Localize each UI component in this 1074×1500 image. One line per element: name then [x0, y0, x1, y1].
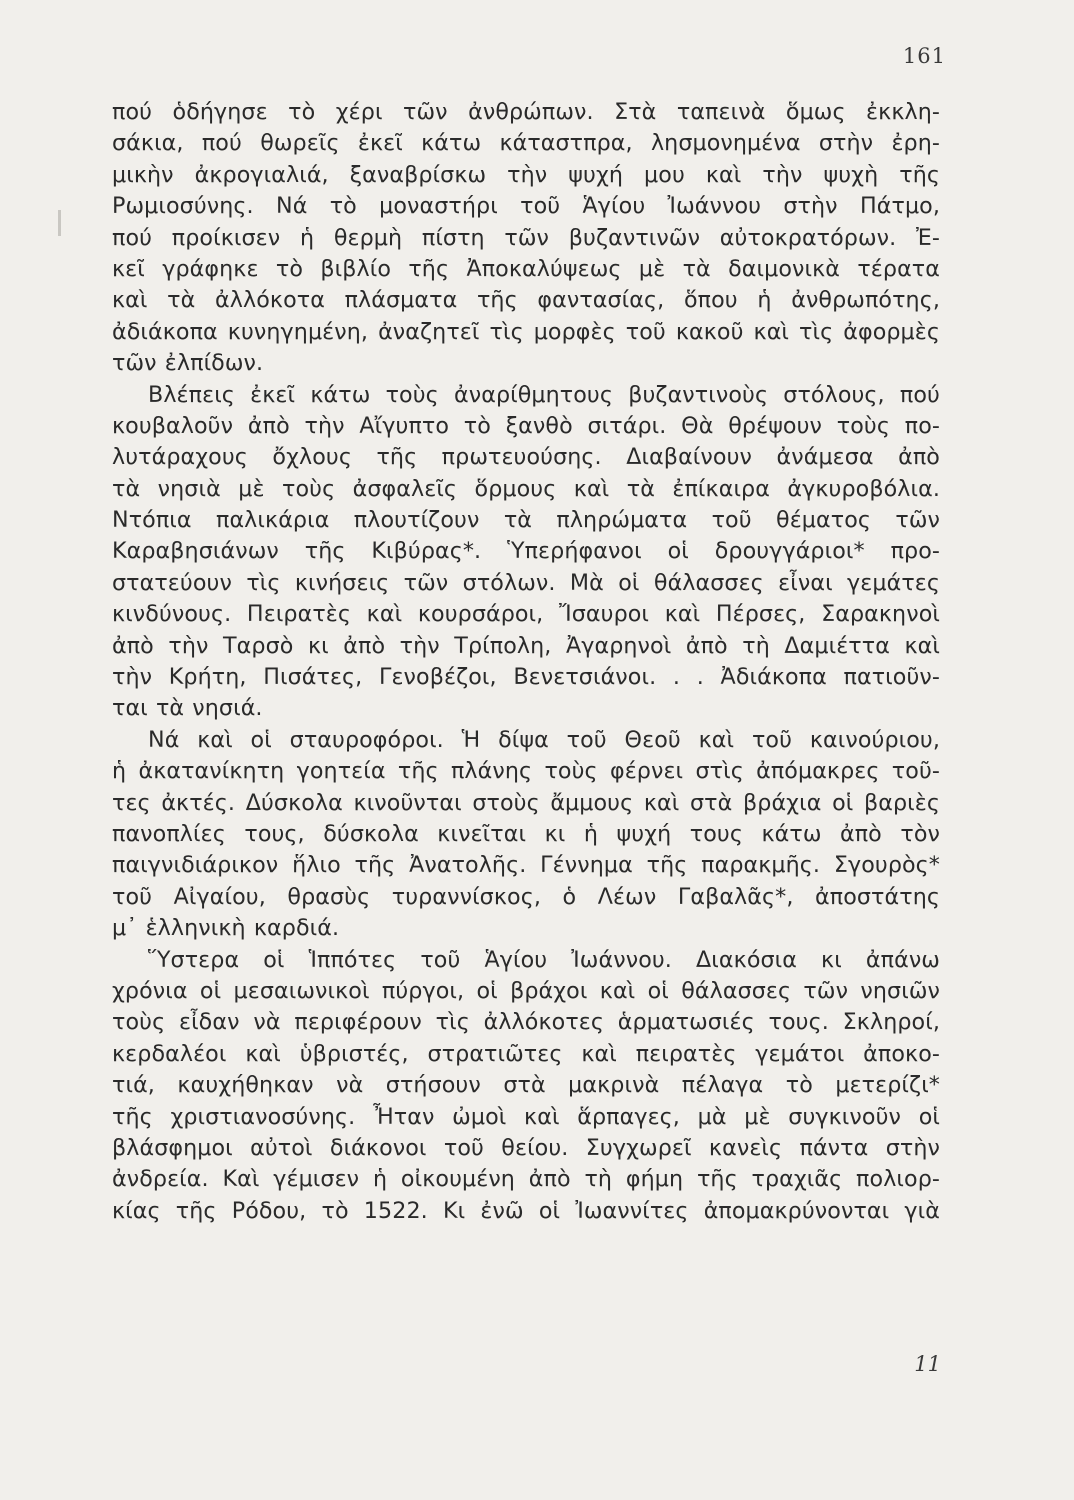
text-line: Νά καὶ οἱ σταυροφόροι. Ἡ δίψα τοῦ Θεοῦ καὶ τοῦ καινούριου, [148, 726, 940, 753]
text-line: πού προίκισεν ἡ θερμὴ πίστη τῶν βυζαντινῶν αὐτοκρατόρων. Ἐ- [112, 224, 940, 251]
text-line: βλάσφημοι αὐτοὶ διάκονοι τοῦ θείου. Συγχωρεῖ κανεὶς πάντα στὴν [112, 1134, 940, 1161]
text-line: ἀδιάκοπα κυνηγημένη, ἀναζητεῖ τὶς μορφὲς τοῦ κακοῦ καὶ τὶς ἀφορμὲς [112, 318, 940, 345]
text-line: τοὺς εἶδαν νὰ περιφέρουν τὶς ἀλλόκοτες ἁρματωσιές τους. Σκληροί, [112, 1009, 940, 1036]
text-line: Βλέπεις ἐκεῖ κάτω τοὺς ἀναρίθμητους βυζαντινοὺς στόλους, πού [148, 381, 940, 408]
text-line: τῶν ἐλπίδων. [112, 350, 264, 377]
text-line: τὴν Κρήτη, Πισάτες, Γενοβέζοι, Βενετσιάνοι. . . Ἀδιάκοπα πατιοῦν- [112, 664, 940, 691]
signature-mark: 11 [914, 1352, 941, 1376]
text-line: Ὕστερα οἱ Ἱππότες τοῦ Ἁγίου Ἰωάννου. Διακόσια κι ἀπάνω [148, 946, 940, 973]
text-line: τες ἀκτές. Δύσκολα κινοῦνται στοὺς ἄμμους καὶ στὰ βράχια οἱ βαριὲς [112, 789, 940, 816]
text-line: ἀνδρεία. Καὶ γέμισεν ἡ οἰκουμένη ἀπὸ τὴ φήμη τῆς τραχιᾶς πολιορ- [112, 1166, 940, 1193]
text-line: κερδαλέοι καὶ ὑβριστές, στρατιῶτες καὶ πειρατὲς γεμάτοι ἀποκο- [112, 1040, 940, 1067]
text-line: κίας τῆς Ρόδου, τὸ 1522. Κι ἐνῶ οἱ Ἰωαννίτες ἀπομακρύνονται γιὰ [112, 1197, 940, 1224]
text-line: Ρωμιοσύνης. Νά τὸ μοναστήρι τοῦ Ἁγίου Ἰωάννου στὴν Πάτμο, [112, 193, 940, 220]
text-line: πανοπλίες τους, δύσκολα κινεῖται κι ἡ ψυχή τους κάτω ἀπὸ τὸν [112, 820, 940, 847]
text-line: τῆς χριστιανοσύνης. Ἦταν ὠμοὶ καὶ ἅρπαγες, μὰ μὲ συγκινοῦν οἱ [112, 1103, 940, 1130]
text-line: παιγνιδιάρικον ἥλιο τῆς Ἀνατολῆς. Γέννημα τῆς παρακμῆς. Σγουρὸς* [112, 852, 940, 879]
body-text [112, 97, 940, 1227]
margin-mark [58, 210, 61, 236]
text-line: μ᾿ ἑλληνικὴ καρδιά. [112, 915, 340, 942]
text-line: Καραβησιάνων τῆς Κιβύρας*. Ὑπερήφανοι οἱ δρουγγάριοι* προ- [112, 538, 940, 565]
text-line: τὰ νησιὰ μὲ τοὺς ἀσφαλεῖς ὅρμους καὶ τὰ ἐπίκαιρα ἀγκυροβόλια. [112, 475, 940, 502]
text-line: καὶ τὰ ἀλλόκοτα πλάσματα τῆς φαντασίας, ὅπου ἡ ἀνθρωπότης, [112, 287, 940, 314]
text-line: τιά, καυχήθηκαν νὰ στήσουν στὰ μακρινὰ πέλαγα τὸ μετερίζι* [112, 1072, 940, 1099]
text-line: κουβαλοῦν ἀπὸ τὴν Αἴγυπτο τὸ ξανθὸ σιτάρι. Θὰ θρέψουν τοὺς πο- [112, 412, 940, 439]
text-line: στατεύουν τὶς κινήσεις τῶν στόλων. Μὰ οἱ θάλασσες εἶναι γεμάτες [112, 569, 940, 596]
page-number: 161 [902, 44, 946, 68]
text-line: Ντόπια παλικάρια πλουτίζουν τὰ πληρώματα τοῦ θέματος τῶν [112, 507, 940, 534]
text-line: χρόνια οἱ μεσαιωνικοὶ πύργοι, οἱ βράχοι καὶ οἱ θάλασσες τῶν νησιῶν [112, 977, 940, 1004]
text-line: πού ὁδήγησε τὸ χέρι τῶν ἀνθρώπων. Στὰ ταπεινὰ ὅμως ἐκκλη- [112, 99, 940, 125]
text-line: ται τὰ νησιά. [112, 695, 263, 722]
text-line: κινδύνους. Πειρατὲς καὶ κουρσάροι, Ἴσαυροι καὶ Πέρσες, Σαρακηνοὶ [112, 601, 940, 628]
text-line: ἀπὸ τὴν Ταρσὸ κι ἀπὸ τὴν Τρίπολη, Ἀγαρηνοὶ ἀπὸ τὴ Δαμιέττα καὶ [112, 632, 940, 659]
text-line: κεῖ γράφηκε τὸ βιβλίο τῆς Ἀποκαλύψεως μὲ τὰ δαιμονικὰ τέρατα [112, 255, 940, 282]
text-line: λυτάραχους ὄχλους τῆς πρωτευούσης. Διαβαίνουν ἀνάμεσα ἀπὸ [112, 444, 940, 471]
text-line: μικὴν ἀκρογιαλιά, ξαναβρίσκω τὴν ψυχή μου καὶ τὴν ψυχὴ τῆς [112, 161, 940, 188]
text-line: τοῦ Αἰγαίου, θρασὺς τυραννίσκος, ὁ Λέων Γαβαλᾶς*, ἀποστάτης [112, 883, 940, 910]
text-line: σάκια, πού θωρεῖς ἐκεῖ κάτω κάταστπρα, λησμονημένα στὴν ἐρη- [112, 130, 940, 157]
text-line: ἡ ἀκατανίκητη γοητεία τῆς πλάνης τοὺς φέρνει στὶς ἀπόμακρες τοῦ- [112, 758, 940, 785]
